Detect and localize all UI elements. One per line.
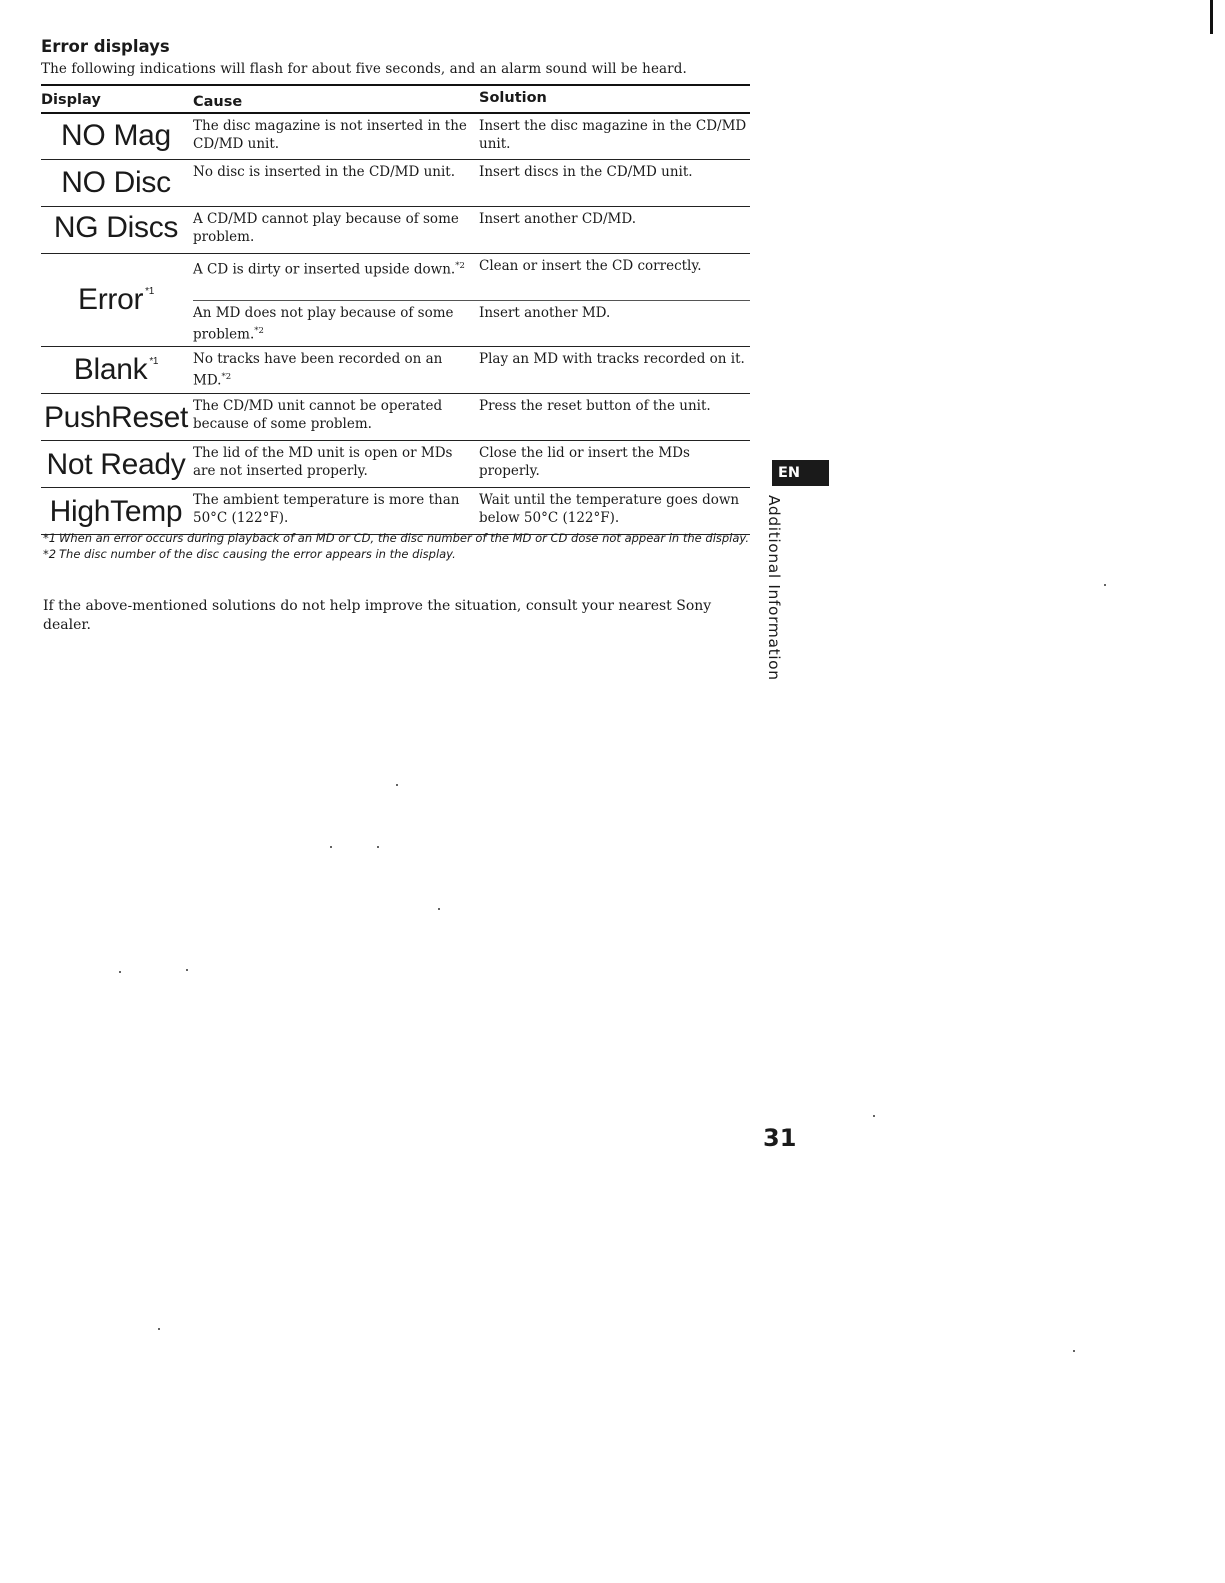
cause-text: The lid of the MD unit is open or MDs are not inserted properly. [193, 445, 453, 479]
table-row [41, 488, 750, 535]
scan-speck [186, 969, 188, 971]
cause-text: No tracks have been recorded on an MD.$^{*2}$ [193, 351, 443, 388]
cause-text: No disc is inserted in the CD/MD unit. [193, 164, 456, 180]
footnote-mark: *2 [43, 546, 57, 561]
row-entry [193, 114, 750, 159]
section-side-label: Additional Information [765, 495, 783, 681]
footnote-ref: *1 [149, 356, 159, 367]
cause-text: A CD is dirty or inserted upside down.$^{*2}$ [193, 261, 465, 278]
error-table [41, 84, 750, 535]
row-entry [193, 300, 750, 347]
footnote-text: When an error occurs during playback of an MD or CD, the disc number of the MD or CD dose not appear in the display. [59, 531, 749, 545]
scan-speck [873, 1115, 875, 1117]
cause-text: The disc magazine is not inserted in the CD/MD unit. [193, 118, 467, 152]
table-row [41, 441, 750, 488]
page-edge-mark [1210, 0, 1213, 34]
display-message: PushReset [43, 401, 189, 434]
display-message: NO Mag [61, 119, 171, 152]
scan-speck [1104, 584, 1106, 586]
row-entry [193, 254, 750, 300]
cause-text: A CD/MD cannot play because of some problem. [193, 211, 459, 245]
language-tab: EN [772, 460, 829, 486]
scan-speck [158, 1328, 160, 1330]
solution-text: Wait until the temperature goes down below 50°C (122°F). [479, 492, 740, 526]
solution-text: Insert the disc magazine in the CD/MD unit. [479, 118, 747, 152]
display-message: Not Ready [46, 448, 186, 481]
row-entry [193, 394, 750, 440]
solution-text: Insert another CD/MD. [479, 211, 636, 227]
display-message: NO Disc [61, 166, 171, 199]
solution-text: Insert discs in the CD/MD unit. [479, 164, 693, 180]
solution-text: Close the lid or insert the MDs properly. [479, 445, 690, 479]
page-number: 31 [763, 1124, 797, 1152]
column-header-solution: Solution [479, 90, 547, 106]
solution-text: Play an MD with tracks recorded on it. [479, 351, 745, 367]
solution-text: Press the reset button of the unit. [479, 398, 711, 414]
solution-text: Clean or insert the CD correctly. [479, 258, 702, 274]
table-row [41, 207, 750, 254]
footnote-ref: *1 [145, 286, 155, 297]
row-entry [193, 488, 750, 534]
solution-text: Insert another MD. [479, 305, 611, 321]
table-row [41, 160, 750, 207]
table-row [41, 254, 750, 347]
table-row [41, 114, 750, 160]
cause-text: The CD/MD unit cannot be operated because of some problem. [193, 398, 443, 432]
footnote-ref: *2 [455, 261, 465, 271]
footnote-ref: *2 [254, 325, 264, 336]
footnotes [43, 531, 763, 562]
footnote [43, 531, 763, 547]
scan-speck [377, 846, 379, 848]
table-row [41, 347, 750, 394]
scan-speck [330, 846, 332, 848]
footnote [43, 547, 763, 563]
cause-text: The ambient temperature is more than 50°C (122°F). [193, 492, 460, 526]
display-message: Blank $^{*1}$ [73, 353, 159, 386]
footnote-text: The disc number of the disc causing the error appears in the display. [59, 546, 456, 561]
display-message: HighTemp [49, 495, 183, 528]
cause-text: An MD does not play because of some problem.$^{*2}$ [193, 305, 454, 342]
display-message: Error $^{*1}$ [77, 283, 155, 316]
row-entry [193, 441, 750, 487]
scan-speck [119, 971, 121, 973]
column-header-cause: Cause [193, 94, 243, 110]
row-entry [193, 347, 750, 393]
scan-speck [1073, 1350, 1075, 1352]
table-row [41, 394, 750, 441]
section-title: Error displays [41, 37, 170, 56]
footnote-ref: *2 [221, 371, 232, 382]
intro-text: The following indications will flash for about five seconds, and an alarm sound will be heard. [41, 61, 687, 77]
table-header [41, 84, 750, 114]
row-entry [193, 160, 750, 206]
display-message: NG Discs [53, 211, 179, 244]
closing-text: If the above-mentioned solutions do not help improve the situation, consult your nearest Sony dealer. [43, 598, 712, 633]
column-header-display: Display [41, 92, 101, 108]
scan-speck [438, 908, 440, 910]
scan-speck [396, 784, 398, 786]
row-entry [193, 207, 750, 253]
footnote-mark: *1 [43, 531, 57, 545]
